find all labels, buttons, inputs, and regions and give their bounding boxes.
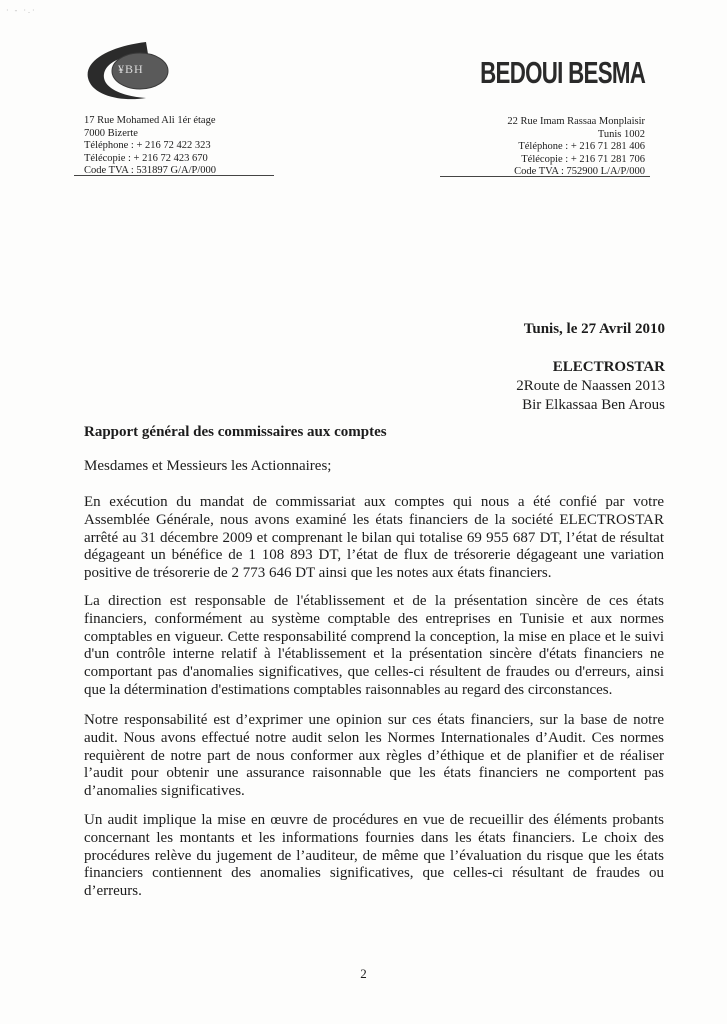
body-paragraph: En exécution du mandat de commissariat aux comptes qui nous a été confié par votre Assemblée Générale, nous avons examiné les états financiers de la société ELECTROSTAR arrêté au 31 décembre 2009 et comprenant le bilan qui totalise 69 955 687 DT, l’état de résultat dégageant un bénéfice de 1 108 893 DT, l’état de flux de trésorerie dégageant une variation positive de trésorerie de 2 773 646 DT ainsi que les notes aux états financiers.: [84, 494, 664, 582]
recipient-address-line: Bir Elkassaa Ben Arous: [522, 397, 665, 413]
address-line: Code TVA : 752900 L/A/P/000: [514, 166, 645, 178]
company-logo: [84, 40, 184, 106]
address-line: Télécopie : + 216 72 423 670: [84, 152, 208, 164]
page-number: 2: [360, 966, 367, 981]
address-line: Tunis 1002: [597, 128, 645, 140]
brand-name: BEDOUI BESMA: [480, 55, 645, 90]
left-office-address: [84, 115, 216, 178]
address-line: 22 Rue Imam Rassaa Monplaisir: [507, 116, 645, 127]
address-line: Code TVA : 531897 G/A/P/000: [84, 165, 217, 177]
recipient-name: ELECTROSTAR: [552, 359, 665, 375]
header-divider-left: [74, 175, 274, 176]
address-line: Téléphone : + 216 71 281 406: [518, 141, 645, 153]
logo-text: ¥BH: [118, 62, 144, 76]
scan-speck: · - ·.·: [6, 6, 37, 15]
address-line: 7000 Bizerte: [84, 127, 138, 139]
right-office-address: [440, 116, 645, 179]
brand-logo: [480, 54, 645, 92]
recipient-address-line: 2Route de Naassen 2013: [516, 378, 665, 394]
body-paragraph: Notre responsabilité est d’exprimer une opinion sur ces états financiers, sur la base de notre audit. Nous avons effectué notre audit selon les Normes Internationales d’Audit. Ces normes requièrent de notre part de nous conformer aux règles d’éthique et de planifier et de réaliser l’audit pour obtenir une assurance raisonnable que les états financiers ne comportent pas d’anomalies significatives.: [84, 712, 664, 800]
address-line: 17 Rue Mohamed Ali 1ér étage: [84, 115, 216, 126]
letter-date: Tunis, le 27 Avril 2010: [523, 321, 665, 337]
address-line: Télécopie : + 216 71 281 706: [521, 153, 645, 165]
salutation: Mesdames et Messieurs les Actionnaires;: [84, 458, 332, 474]
report-title: Rapport général des commissaires aux comptes: [84, 424, 387, 440]
recipient-block: [516, 358, 665, 415]
body-paragraph: Un audit implique la mise en œuvre de procédures en vue de recueillir des éléments probants concernant les montants et les informations fournies dans les états financiers. Le choix des procédures relève du jugement de l’auditeur, de même que l’évaluation du risque que les états financiers contiennent des anomalies significatives, que celles-ci résultant de fraudes ou d’erreurs.: [84, 812, 664, 900]
header-divider-right: [440, 176, 650, 177]
address-line: Téléphone : + 216 72 422 323: [84, 140, 211, 152]
body-paragraph: La direction est responsable de l'établissement et de la présentation sincère de ces états financiers, conformément au système comptable des entreprises en Tunisie et aux normes comptables en vigueur. Cette responsabilité comprend la conception, la mise en place et le suivi d'un contrôle interne relatif à l'établissement et la présentation sincère d'états financiers ne comportant pas d'anomalies significatives, que celles-ci résultent de fraudes ou d'erreurs, ainsi que la détermination d'estimations comptables raisonnables au regard des circonstances.: [84, 593, 664, 698]
